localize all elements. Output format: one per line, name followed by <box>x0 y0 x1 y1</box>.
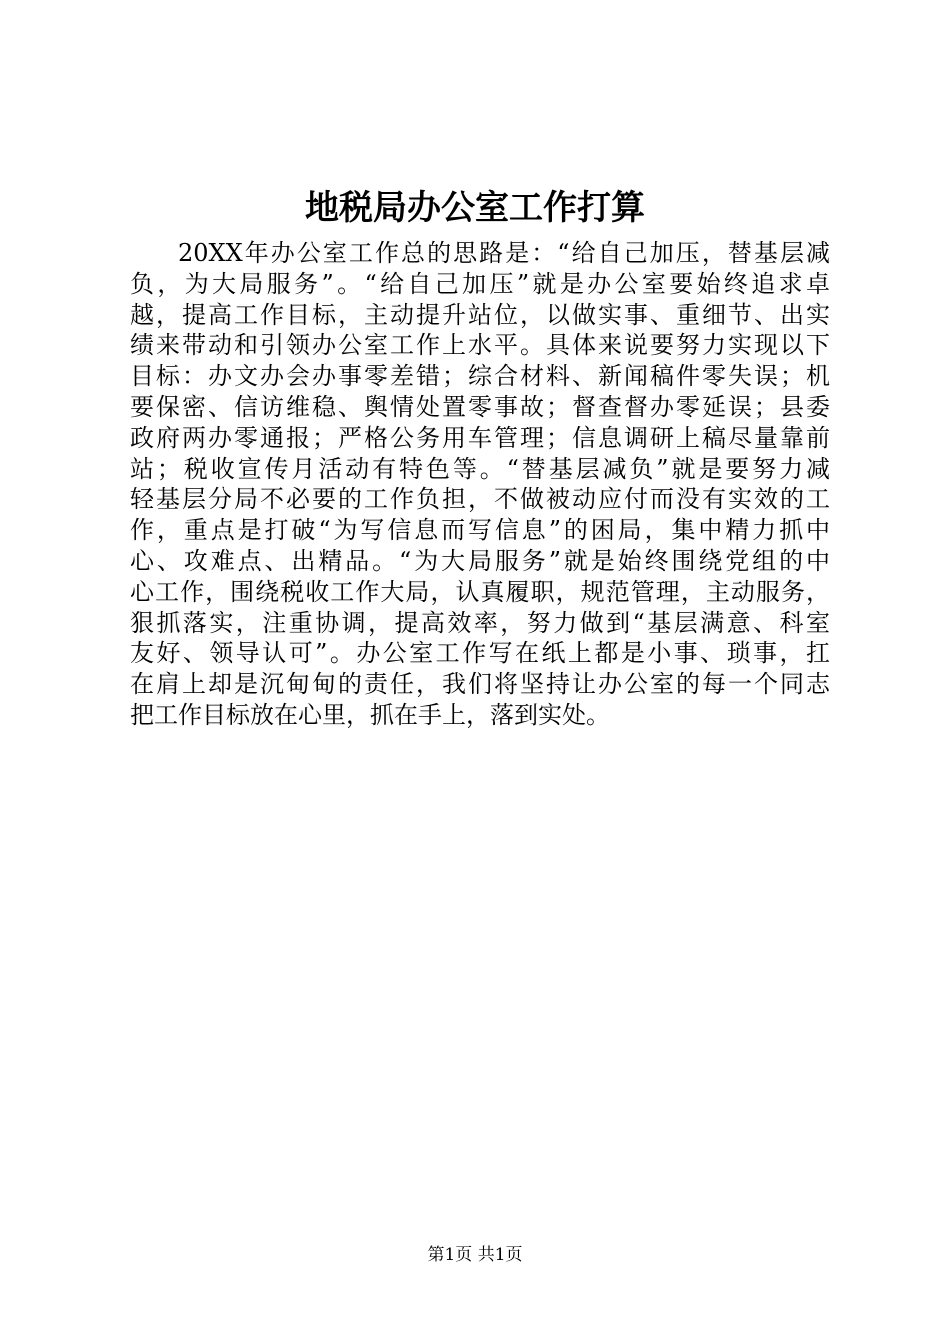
body-line: 越，提高工作目标，主动提升站位，以做实事、重细节、出实 <box>130 300 830 329</box>
body-line: 心工作，围绕税收工作大局，认真履职，规范管理，主动服务， <box>130 577 830 606</box>
body-line: 要保密、信访维稳、舆情处置零事故；督查督办零延误；县委 <box>130 392 830 421</box>
body-line: 心、攻难点、出精品。“为大局服务”就是始终围绕党组的中 <box>130 546 830 575</box>
body-line: 政府两办零通报；严格公务用车管理；信息调研上稿尽量靠前 <box>130 423 830 452</box>
body-line: 轻基层分局不必要的工作负担，不做被动应付而没有实效的工 <box>130 485 830 514</box>
body-line: 狠抓落实，注重协调，提高效率，努力做到“基层满意、科室 <box>130 608 830 637</box>
body-line: 作，重点是打破“为写信息而写信息”的困局，集中精力抓中 <box>130 516 830 545</box>
body-line: 在肩上却是沉甸甸的责任，我们将坚持让办公室的每一个同志 <box>130 670 830 699</box>
body-line: 20XX年办公室工作总的思路是：“给自己加压，替基层减 <box>178 239 830 267</box>
body-line: 目标：办文办会办事零差错；综合材料、新闻稿件零失误；机 <box>130 362 830 391</box>
body-line: 把工作目标放在心里，抓在手上，落到实处。 <box>130 700 610 729</box>
document-body <box>130 238 830 731</box>
document-title: 地税局办公室工作打算 <box>305 188 645 228</box>
body-line: 负，为大局服务”。“给自己加压”就是办公室要始终追求卓 <box>130 269 830 298</box>
body-line: 绩来带动和引领办公室工作上水平。具体来说要努力实现以下 <box>130 331 830 360</box>
page-number-footer: 第1页 共1页 <box>427 1245 523 1265</box>
body-line: 友好、领导认可”。办公室工作写在纸上都是小事、琐事，扛 <box>130 639 830 668</box>
body-line: 站；税收宣传月活动有特色等。“替基层减负”就是要努力减 <box>130 454 830 483</box>
